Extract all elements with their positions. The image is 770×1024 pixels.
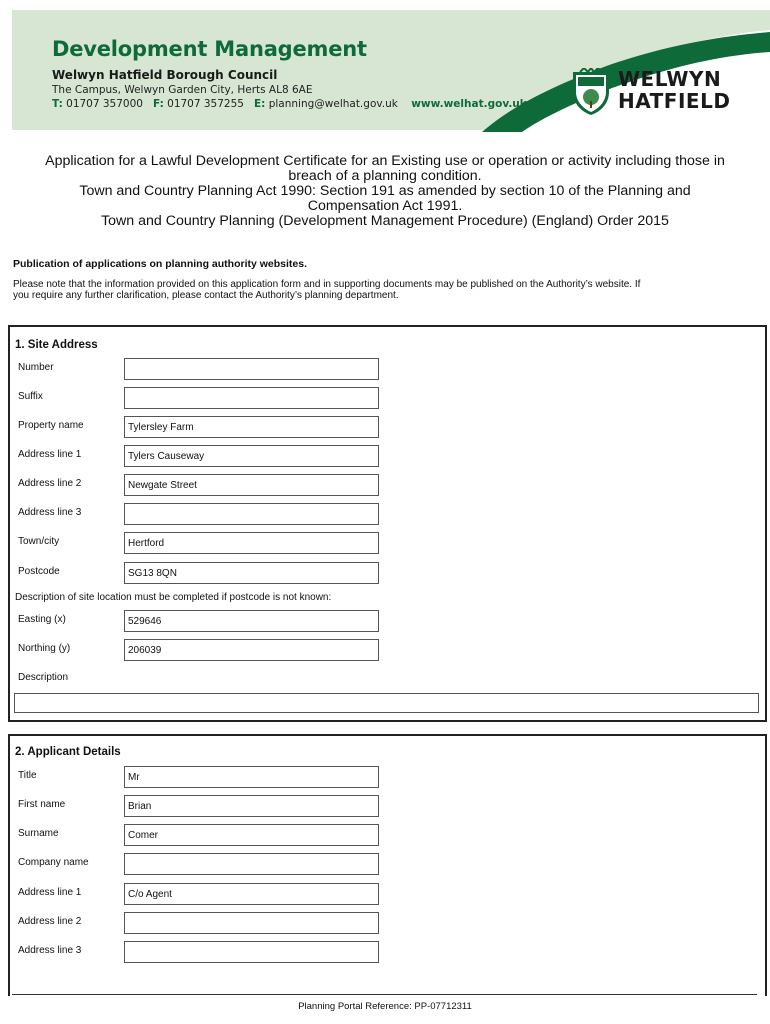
suffix-label: Suffix	[18, 391, 43, 402]
publication-note-line-2: you require any further clarification, please contact the Authority’s planning department.	[13, 290, 399, 301]
easting-field[interactable]: 529646	[124, 610, 379, 632]
publication-note	[13, 279, 758, 301]
property-name-field[interactable]: Tylersley Farm	[124, 416, 379, 438]
logo-line-1: WELWYN	[618, 67, 722, 91]
site-address-line-1-label: Address line 1	[18, 449, 82, 460]
surname-label: Surname	[18, 828, 59, 839]
number-label: Number	[18, 362, 54, 373]
fax-number: 01707 357255	[167, 98, 244, 110]
site-address-line-3-label: Address line 3	[18, 507, 82, 518]
department-title: Development Management	[52, 37, 367, 61]
postcode-label: Postcode	[18, 566, 60, 577]
location-note: Description of site location must be completed if postcode is not known:	[15, 592, 332, 603]
title-label: Title	[18, 770, 37, 781]
applicant-address-line-3-field[interactable]	[124, 941, 379, 963]
logo-line-2: HATFIELD	[618, 89, 731, 113]
postcode-field[interactable]: SG13 8QN	[124, 562, 379, 584]
form-title-line-2: breach of a planning condition.	[288, 168, 482, 184]
email-address: planning@welhat.gov.uk	[268, 98, 398, 110]
title-field[interactable]: Mr	[124, 766, 379, 788]
applicant-address-line-3-label: Address line 3	[18, 945, 82, 956]
form-title-line-4: Compensation Act 1991.	[307, 198, 463, 214]
form-title-line-5: Town and Country Planning (Development Management Procedure) (England) Order 2015	[101, 213, 669, 229]
description-label: Description	[18, 672, 69, 683]
site-address-line-1-field[interactable]: Tylers Causeway	[124, 445, 379, 467]
property-name-label: Property name	[18, 420, 84, 431]
site-address-section	[8, 325, 767, 722]
publication-note-line-1: Please note that the information provided on this application form and in supporting documents may be published on the Authority’s website. If	[13, 279, 641, 290]
site-address-line-2-label: Address line 2	[18, 478, 82, 489]
council-logo-text	[618, 68, 730, 112]
applicant-address-line-1-field[interactable]: C/o Agent	[124, 883, 379, 905]
town-city-field[interactable]: Hertford	[124, 532, 379, 554]
tel-number: 01707 357000	[66, 98, 143, 110]
number-field[interactable]	[124, 358, 379, 380]
website-link[interactable]: www.welhat.gov.uk	[411, 98, 527, 110]
form-title-line-3: Town and Country Planning Act 1990: Section 191 as amended by section 10 of the Planning and	[79, 183, 691, 199]
site-address-line-2-field[interactable]: Newgate Street	[124, 474, 379, 496]
first-name-field[interactable]: Brian	[124, 795, 379, 817]
footer-divider	[12, 994, 757, 995]
description-field[interactable]	[14, 693, 759, 713]
council-name: Welwyn Hatfield Borough Council	[52, 68, 278, 82]
form-title	[0, 154, 770, 229]
northing-label: Northing (y)	[18, 643, 71, 654]
applicant-address-line-1-label: Address line 1	[18, 887, 82, 898]
council-contact	[52, 98, 527, 110]
town-city-label: Town/city	[18, 536, 60, 547]
northing-field[interactable]: 206039	[124, 639, 379, 661]
surname-field[interactable]: Comer	[124, 824, 379, 846]
site-address-line-3-field[interactable]	[124, 503, 379, 525]
council-crest-icon	[570, 68, 612, 116]
portal-reference: Planning Portal Reference: PP-07712311	[298, 1001, 472, 1012]
applicant-title: 2. Applicant Details	[15, 746, 121, 758]
company-name-field[interactable]	[124, 853, 379, 875]
form-title-line-1: Application for a Lawful Development Certificate for an Existing use or operation or activity including those in	[45, 153, 725, 169]
letterhead	[12, 10, 770, 132]
easting-label: Easting (x)	[18, 614, 66, 625]
tel-key: T:	[52, 98, 63, 110]
publication-heading: Publication of applications on planning authority websites.	[13, 258, 308, 270]
fax-key: F:	[152, 98, 164, 110]
first-name-label: First name	[18, 799, 66, 810]
email-key: E:	[253, 98, 266, 110]
suffix-field[interactable]	[124, 387, 379, 409]
applicant-section	[8, 734, 767, 996]
site-address-title: 1. Site Address	[15, 339, 98, 351]
company-name-label: Company name	[18, 857, 89, 868]
applicant-address-line-2-label: Address line 2	[18, 916, 82, 927]
council-address: The Campus, Welwyn Garden City, Herts AL8 6AE	[52, 84, 313, 96]
applicant-address-line-2-field[interactable]	[124, 912, 379, 934]
